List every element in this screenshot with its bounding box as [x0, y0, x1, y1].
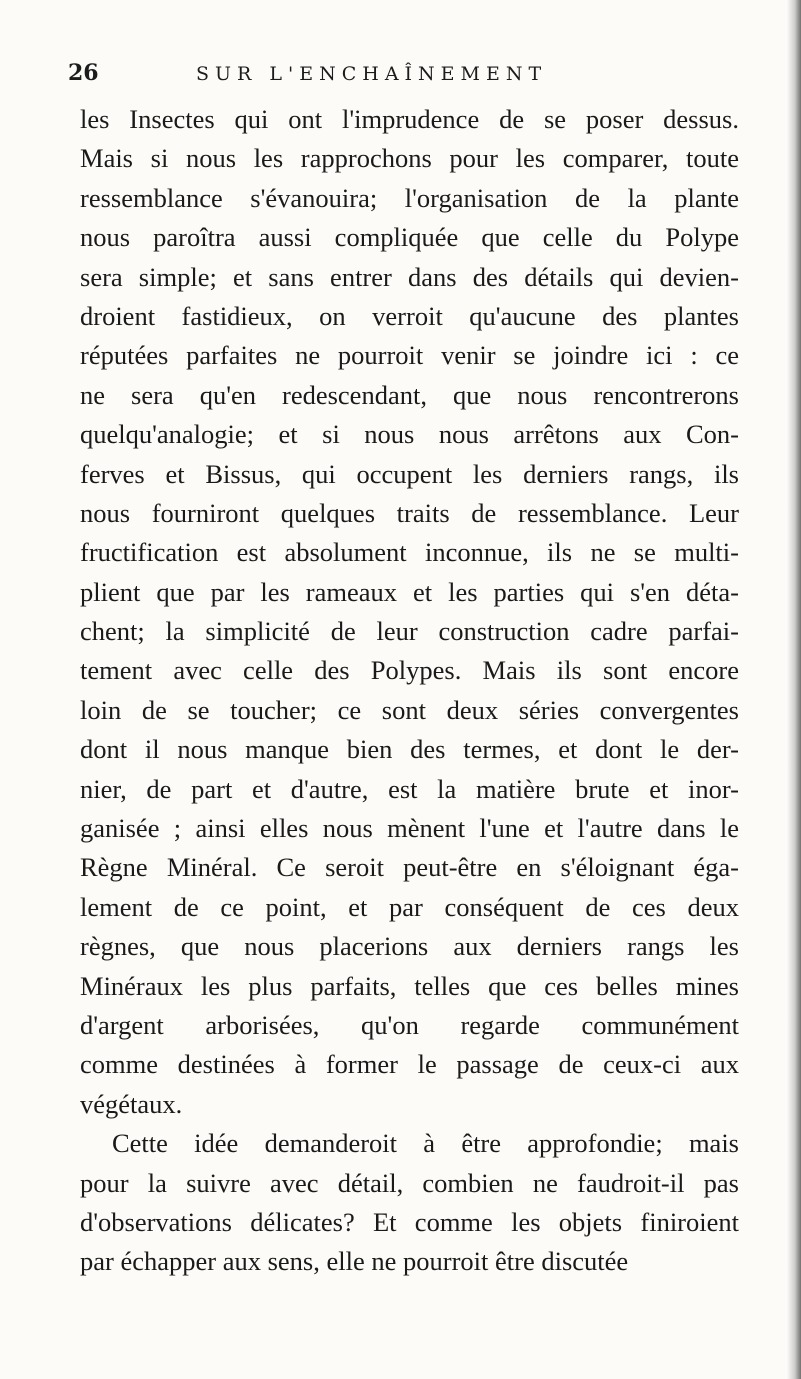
text-line: dont il nous manque bien des termes, et dont le der-: [80, 734, 739, 765]
text-line: comme destinées à former le passage de ceux-ci aux: [80, 1049, 739, 1080]
text-line: Mais si nous les rapprochons pour les comparer, toute: [80, 143, 739, 174]
text-line: Minéraux les plus parfaits, telles que ces belles mines: [80, 970, 739, 1001]
text-line: ne sera qu'en redescendant, que nous rencontrerons: [80, 379, 739, 410]
text-line: pour la suivre avec détail, combien ne faudroit-il pas: [80, 1167, 739, 1198]
text-line: fructification est absolument inconnue, ils ne se multi-: [80, 537, 739, 568]
body-text: [80, 100, 739, 1282]
text-line: nous paroîtra aussi compliquée que celle du Polype: [80, 222, 739, 253]
text-line: végétaux.: [80, 1088, 183, 1119]
text-line: quelqu'analogie; et si nous nous arrêtons aux Con-: [80, 419, 739, 450]
text-line: nier, de part et d'autre, est la matière brute et inor-: [80, 773, 739, 804]
text-line: loin de se toucher; ce sont deux séries convergentes: [80, 694, 739, 725]
text-line: lement de ce point, et par conséquent de ces deux: [80, 891, 739, 922]
text-line: Cette idée demanderoit à être approfondie; mais: [112, 1128, 739, 1159]
text-line: règnes, que nous placerions aux derniers rangs les: [80, 931, 739, 962]
text-line: ferves et Bissus, qui occupent les derniers rangs, ils: [80, 458, 739, 489]
page-header: [68, 60, 728, 100]
text-line: réputées parfaites ne pourroit venir se joindre ici : ce: [80, 340, 739, 371]
text-line: ressemblance s'évanouira; l'organisation de la plante: [80, 182, 739, 213]
text-line: tement avec celle des Polypes. Mais ils sont encore: [80, 655, 739, 686]
text-line: nous fourniront quelques traits de ressemblance. Leur: [80, 497, 739, 528]
text-line: les Insectes qui ont l'imprudence de se poser dessus.: [80, 104, 739, 134]
text-line: ganisée ; ainsi elles nous mènent l'une et l'autre dans le: [80, 813, 739, 844]
page-number: 26: [68, 60, 99, 86]
text-line: chent; la simplicité de leur construction cadre parfai-: [80, 616, 739, 647]
text-line: droient fastidieux, on verroit qu'aucune des plantes: [80, 300, 739, 331]
text-line: Règne Minéral. Ce seroit peut-être en s'éloignant éga-: [80, 852, 739, 883]
page-edge-shadow: [787, 0, 801, 1379]
text-line: sera simple; et sans entrer dans des détails qui devien-: [80, 261, 739, 292]
text-line: d'argent arborisées, qu'on regarde communément: [80, 1009, 739, 1040]
text-line: plient que par les rameaux et les parties qui s'en déta-: [80, 576, 739, 607]
running-title: SUR L'ENCHAÎNEMENT: [196, 63, 548, 85]
text-line: par échapper aux sens, elle ne pourroit être discutée: [80, 1246, 629, 1277]
text-line: d'observations délicates? Et comme les objets finiroient: [80, 1206, 739, 1237]
